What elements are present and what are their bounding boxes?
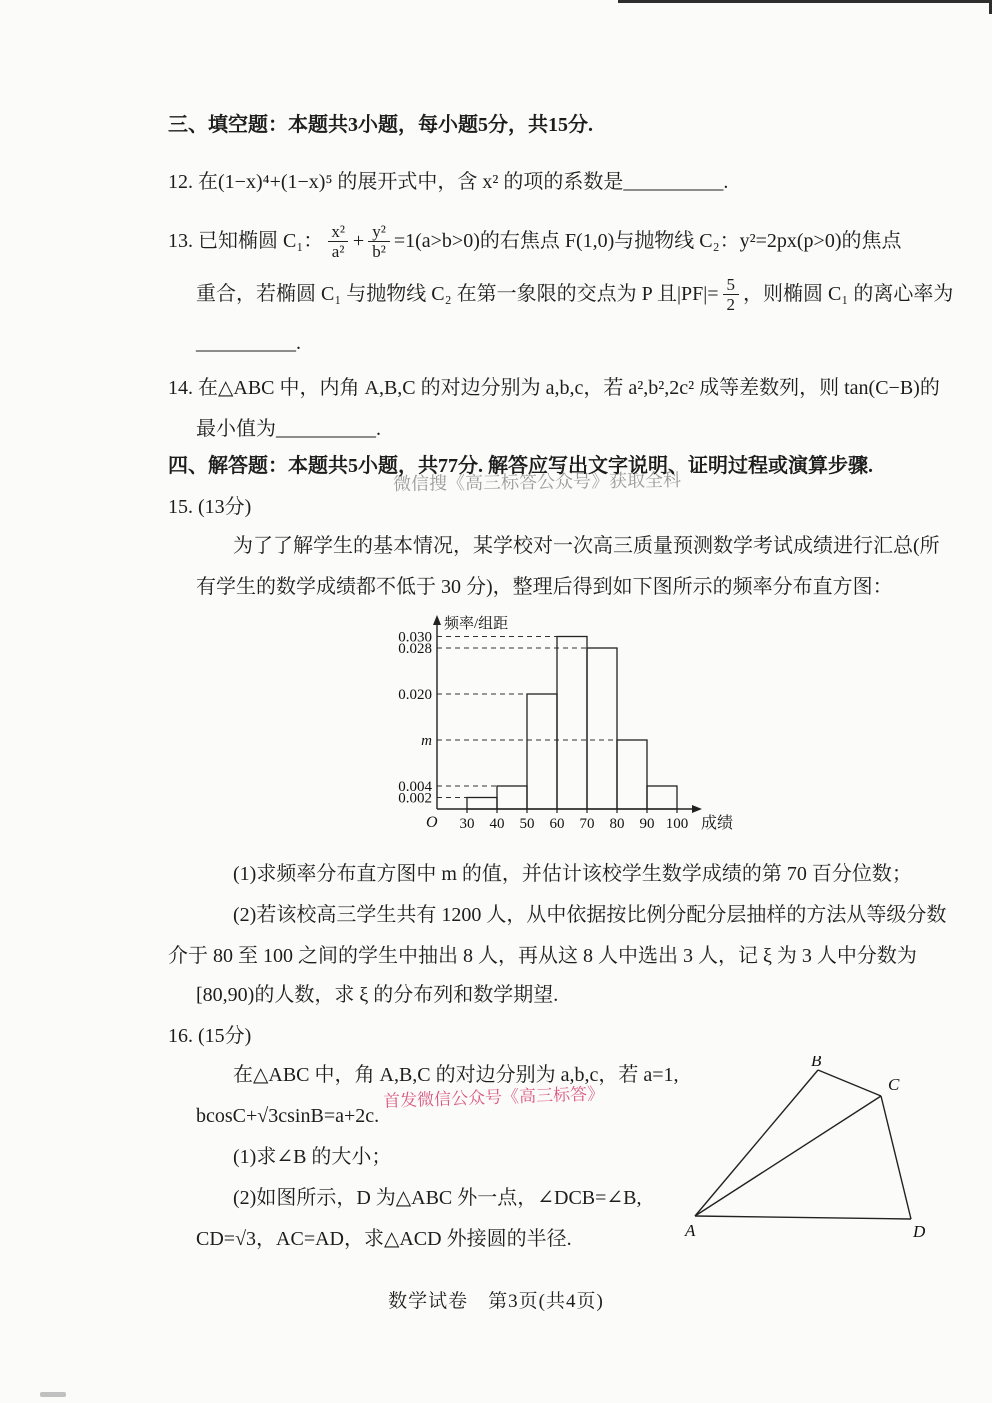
question-15-sub2b: 介于 80 至 100 之间的学生中抽出 8 人，再从这 8 人中选出 3 人，记 ξ 为 3 人中分数为 — [168, 945, 917, 968]
y-tick-label: m — [421, 733, 432, 750]
watermark-red-text: 首发微信公众号《高三标答》 — [382, 1084, 605, 1111]
y-tick-label: 0.030 — [398, 629, 432, 646]
edge-BC — [818, 1070, 881, 1096]
question-16-line2: bcosC+√3csinB=a+2c. — [196, 1105, 380, 1128]
x-tick-label: 90 — [639, 816, 655, 833]
edge-AD — [695, 1216, 911, 1219]
y-tick-label: 0.004 — [398, 779, 432, 796]
q13-plus: + — [352, 230, 365, 253]
scan-artifact-top-edge — [618, 0, 992, 3]
histogram-bar — [557, 637, 587, 810]
scan-artifact-bottom — [40, 1392, 66, 1397]
vertex-label-B: B — [811, 1056, 822, 1070]
section-fill-title: 三、填空题：本题共3小题，每小题5分，共15分. — [168, 114, 593, 136]
q13-lead: 13. 已知椭圆 C₁： — [168, 230, 324, 253]
y-axis-title: 频率/组距 — [444, 616, 509, 633]
origin-label: O — [426, 814, 438, 832]
edge-AB — [695, 1070, 818, 1216]
question-16-line1: 在△ABC 中，角 A,B,C 的对边分别为 a,b,c，若 a=1, — [233, 1064, 679, 1087]
x-axis-arrow — [692, 805, 702, 813]
histogram-figure — [385, 609, 948, 849]
y-tick-label: 0.028 — [398, 641, 432, 658]
question-15-para2: 有学生的数学成绩都不低于 30 分)，整理后得到如下图所示的频率分布直方图： — [196, 576, 893, 599]
question-16-line3: CD=√3，AC=AD，求△ACD 外接圆的半径. — [196, 1228, 572, 1251]
question-13-line1 — [168, 222, 948, 261]
triangle-figure — [683, 1056, 933, 1246]
histogram-bar — [527, 694, 557, 809]
q13-fraction-2: $\frac{\text{y²}}{\text{b²}}$ — [368, 222, 390, 261]
y-tick-label: 0.002 — [398, 790, 432, 807]
q13-fraction-3: $\frac{5}{2}$ — [723, 275, 740, 314]
question-15-sub2a: (2)若该校高三学生共有 1200 人，从中依据按比例分配分层抽样的方法从等级分数 — [233, 904, 947, 927]
q13-line2a: 重合，若椭圆 C₁ 与抛物线 C₂ 在第一象限的交点为 P 且|PF|= — [196, 283, 719, 306]
vertex-label-C: C — [888, 1075, 900, 1094]
vertex-label-A: A — [685, 1221, 696, 1240]
x-tick-label: 40 — [489, 816, 505, 833]
histogram-bar — [647, 786, 677, 809]
triangle-svg — [683, 1056, 933, 1241]
question-14-line2: 最小值为__________. — [196, 418, 381, 441]
x-tick-label: 70 — [579, 816, 595, 833]
x-tick-label: 80 — [609, 816, 625, 833]
edge-AC — [695, 1096, 881, 1216]
question-16-header: 16. (15分) — [168, 1025, 252, 1048]
question-15-para1: 为了了解学生的基本情况，某学校对一次高三质量预测数学考试成绩进行汇总(所 — [233, 535, 940, 558]
vertex-label-D: D — [913, 1222, 926, 1241]
histogram-svg — [385, 609, 750, 841]
page-footer: 数学试卷 第3页(共4页) — [388, 1291, 604, 1312]
section-answer-title: 四、解答题：本题共5小题，共77分. 解答应写出文字说明、证明过程或演算步骤. — [168, 455, 873, 478]
histogram-bar — [587, 648, 617, 809]
x-tick-label: 30 — [459, 816, 475, 833]
watermark-gray-text: 微信搜《高三标答公众号》获取全科 — [392, 469, 682, 495]
question-15-sub1: (1)求频率分布直方图中 m 的值，并估计该校学生数学成绩的第 70 百分位数； — [233, 863, 912, 886]
question-16-sub2: (2)如图所示，D 为△ABC 外一点，∠DCB=∠B, — [233, 1187, 642, 1210]
edge-CD — [881, 1096, 911, 1219]
y-axis-arrow — [433, 615, 441, 625]
q13-tail1: =1(a>b>0)的右焦点 F(1,0)与抛物线 C₂：y²=2px(p>0)的焦点 — [393, 230, 902, 253]
question-15-sub2c: [80,90)的人数，求 ξ 的分布列和数学期望. — [196, 984, 559, 1007]
q13-line2b: ，则椭圆 C₁ 的离心率为 — [743, 283, 954, 306]
x-tick-label: 100 — [665, 816, 689, 833]
x-tick-label: 50 — [519, 816, 535, 833]
question-12-text: 12. 在(1−x)⁴+(1−x)⁵ 的展开式中，含 x² 的项的系数是__________. — [168, 171, 729, 193]
x-tick-label: 60 — [549, 816, 565, 833]
question-13-blank: __________. — [196, 332, 301, 355]
y-tick-label: 0.020 — [398, 687, 432, 704]
question-14-line1: 14. 在△ABC 中，内角 A,B,C 的对边分别为 a,b,c，若 a²,b²,2c² 成等差数列，则 tan(C−B)的 — [168, 377, 940, 400]
histogram-bar — [497, 786, 527, 809]
histogram-bar — [617, 740, 647, 809]
question-16-sub1: (1)求∠B 的大小； — [233, 1146, 392, 1169]
histogram-bar — [467, 798, 497, 810]
question-13-line2 — [196, 275, 954, 315]
q13-fraction-1: $\frac{\text{x²}}{\text{a²}}$ — [327, 222, 349, 261]
question-15-header: 15. (13分) — [168, 496, 252, 519]
x-axis-title: 成绩 — [701, 815, 734, 833]
